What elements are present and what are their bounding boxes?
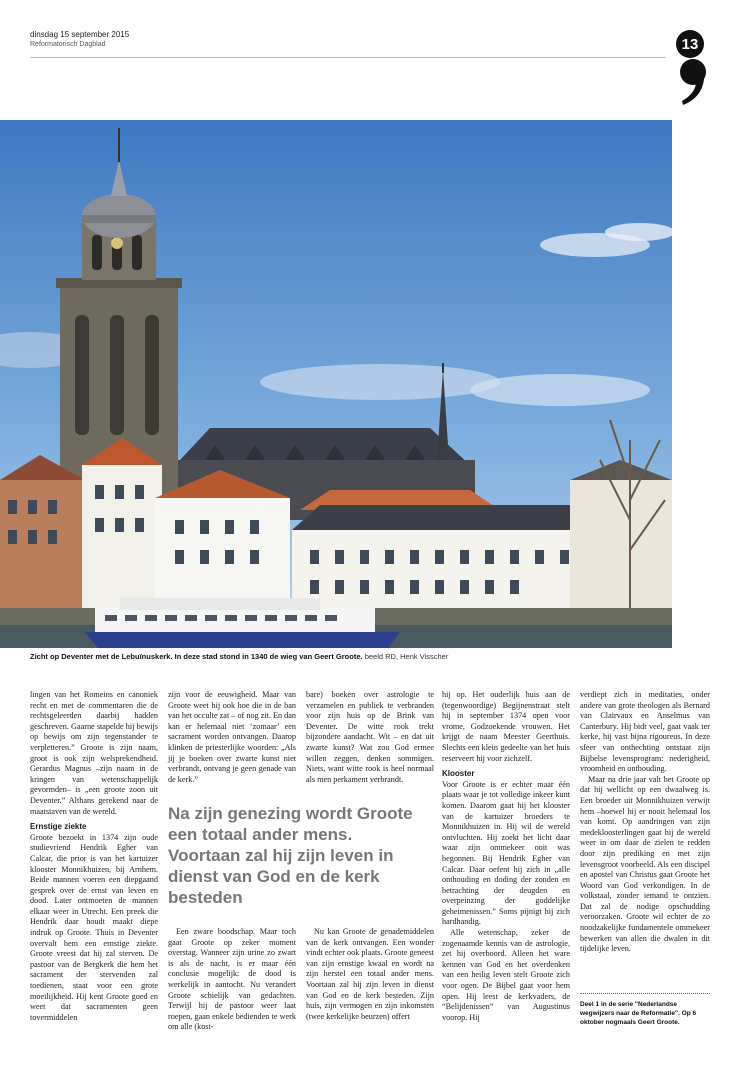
header-rule (30, 57, 666, 58)
article-column-2-top (168, 690, 296, 785)
col3-top-paragraph: bare) boeken over astrologie te verzamelen en publiek te verbranden voor zijn huis op de Brink van Deventer. De witte rook trekt bijzondere aandacht. Wit – en dat uit zwarte kunst? Wat zou God ermee willen zeggen, denken sommigen. Niets, want witte rook is heel normaal als men perkament verbrandt. (306, 690, 434, 784)
col1-paragraph-1: lingen van het Romeins en canoniek recht en met de commentaren die de rechtsgeleerden daarbij hadden geschreven. Gaarne stapelde hij bewijs op bewijs om zijn tegenstander te verpletteren.” Groote is zijn naam, groot is ook zijn welsprekendheid. Gerardus Magnus –zijn naam in de kringen van wetenschappelijk gevormden– is „een groote zoon uit Deventer.” Althans gerekend naar de maatstaven van de wereld. (30, 690, 158, 816)
deventer-photo (0, 120, 672, 648)
col1-paragraph-2: Groote bezoekt in 1374 zijn oude studievriend Hendrik Egher van Calcar, die prior is van het kartuizer klooster Monnikhuizen, bij Arnhem. Beide mannen voeren een diepgaand gesprek over de ernst van leven en dood. Later ontmoeten de mannen elkaar weer in Utrecht. Een preek die Hendrik daar houdt maakt diepe indruk op Groote. Thuis in Deventer overvalt hem een ernstige ziekte. Groote vreest dat hij zal sterven. De pastoor van de Bergkerk die hem het sacrament der stervenden zal toedienen, staat voor een grote moeilijkheid. Hij kent Groote goed en weet dat sacramenten geen tovermiddelen (30, 832, 158, 1022)
series-footnote: Deel 1 in de serie "Nederlandse wegwijzers naar de Reformatie". Op 6 oktober nogmaals Geert Groote. (580, 993, 710, 1027)
col4-paragraph-2: Voor Groote is er echter maar één plaats waar je tot volledige inkeer kunt komen. Daarom gaat hij het klooster van de kartuizer broeders te Monnikhuizen in. Hij wil de wereld ontvluchten. Hij zoekt het licht daar waar zijn ommekeer ooit was begonnen. Bij Hendrik Egher van Calcar. Daar oefent hij zich in „alle onthouding en doding der zonden en betrachting der deugden en overpeinzing der goddelijke geheimenissen.” Soms pijnigt hij zich hardhandig. (442, 779, 570, 927)
newspaper-name: Reformatorisch Dagblad (30, 41, 106, 48)
col2-bottom-paragraph: Een zware boodschap. Maar toch gaat Groote op zeker moment overstag. Wanneer zijn urine zo zwart is als de nacht, is er maar één conclusie mogelijk: de dood is werkelijk in aantocht. Nu verandert Groote schielijk van gedachten. Terwijl hij de pastoor weer laat roepen, gaan enkele bedienden te werk om alle (kost- (168, 927, 296, 1032)
comma-logo-icon (677, 58, 707, 106)
col4-paragraph-1: hij op. Het ouderlijk huis aan de (tegenwoordige) Begijnenstraat stelt hij in september 1374 open voor vrome, Godzoekende vrouwen. Het krijgt de naam Meester Geerthuis. Slechts een klein gedeelte van het huis reserveert hij voor zichzelf. (442, 690, 570, 763)
subheading-ernstige-ziekte: Ernstige ziekte (30, 822, 87, 832)
masthead (30, 30, 666, 60)
pull-quote: Na zijn genezing wordt Groote een totaal ander mens. Voortaan zal hij zijn leven in dienst van God en de kerk besteden (168, 804, 413, 907)
article-column-5 (580, 690, 710, 955)
photo-caption (30, 652, 670, 661)
article-column-4 (442, 690, 570, 1023)
col2-top-paragraph: zijn voor de eeuwigheid. Maar van Groote weet hij ook hoe die in de ban van het occulte zat – of nog zit. En dan kan er helemaal niet ‘zomaar’ een sacrament worden ontvangen. Daarop klinken de priesterlijke woorden: „Als jij je boeken over zwarte kunst niet verbrandt, ontvang je geen genade van de kerk.” (168, 690, 296, 784)
photo-credit: beeld RD, Henk Visscher (364, 652, 449, 661)
article-column-1 (30, 690, 158, 1023)
col4-paragraph-3: Alle wetenschap, zeker de zogenaamde kennis van de astrologie, zet hij overboord. Alleen het ware kennen van God en het overdenken van een heilig leven stelt Groote zich voor ogen. De Bijbel gaat voor hem open. Hij leest de kerkvaders, de “Belijdenissen” van Augustinus voorop. Hij (442, 928, 570, 1022)
article-column-2-bottom (168, 927, 296, 1033)
subheading-klooster: Klooster (442, 769, 475, 779)
col3-bottom-paragraph: Nu kan Groote de genademiddelen van de kerk ontvangen. Een wonder vindt echter ook plaats. Groote geneest van zijn ernstige kwaal en wordt na zijn herstel een totaal ander mens. Voortaan zal hij zijn leven in dienst van God en de kerk besteden. Zijn huis, zijn vermogen en zijn inkomsten (twee kerkelijke beurzen) offert (306, 927, 434, 1021)
article-column-3-bottom (306, 927, 434, 1022)
caption-text: Zicht op Deventer met de Lebuïnuskerk. In deze stad stond in 1340 de wieg van Geert Groote. (30, 652, 363, 661)
col5-paragraph-2: Maar na drie jaar valt het Groote op dat hij wellicht op een dwaalweg is. Een broeder uit Monnikhuizen verwijt hem –hoewel hij er nooit helemaal los van komt. Op aandringen van zijn medekloosterlingen gaat hij de wereld weer in om daar de zielen te redden door zijn prediking en met zijn levensgroot voorbeeld. Als een discipel en apostel van Christus gaat Groote het Woord van God verkondigen. In de volkstaal, zonder iemand te ontzien. Dat zal de nodige opschudding veroorzaken. Groote wil echter de zo noodzakelijke fundamentele ommekeer bewerken van allen die dwalen in dit tijdelijke leven. (580, 774, 710, 954)
issue-date: dinsdag 15 september 2015 (30, 30, 130, 39)
col5-paragraph-1: verdiept zich in meditaties, onder andere van grote theologen als Bernard van Clairvaux en Anselmus van Canterbury. Hij bidt veel, gaat vaak ter kerke, hij vast bijna rigoureus. In deze sfeer van onthechting ontstaat zijn Bijbelse levensprogram: nederigheid, vroomheid en onthouding. (580, 690, 710, 774)
page-number-badge: 13 (676, 30, 704, 58)
article-column-3-top (306, 690, 434, 785)
